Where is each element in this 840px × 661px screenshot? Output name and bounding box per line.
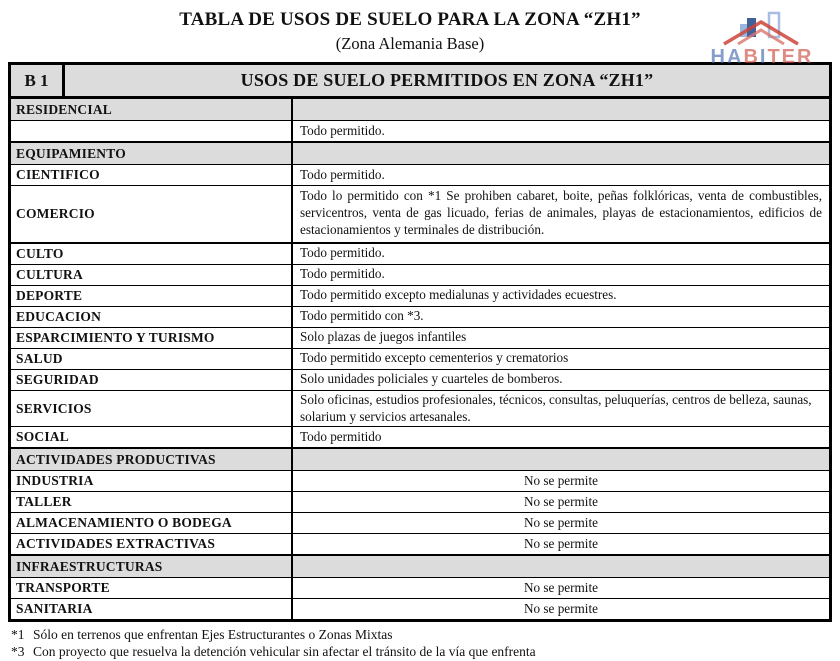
value-cell: No se permite (524, 494, 598, 509)
habiter-logo (688, 10, 836, 68)
category-cell: SEGURIDAD (11, 370, 293, 390)
section-row (11, 554, 829, 577)
category-cell: SOCIAL (11, 427, 293, 447)
value-cell (293, 449, 829, 470)
land-use-table (8, 62, 832, 622)
table-row (11, 164, 829, 185)
category-cell: EQUIPAMIENTO (11, 143, 293, 164)
table-row (11, 306, 829, 327)
logo-letter: B (743, 46, 760, 68)
table-row (11, 390, 829, 427)
footnotes (11, 627, 832, 660)
value-cell: Solo plazas de juegos infantiles (300, 329, 467, 345)
value-cell: No se permite (524, 473, 598, 488)
category-cell: EDUCACION (11, 307, 293, 327)
value-cell: No se permite (524, 601, 598, 616)
table-row (11, 327, 829, 348)
logo-letter: R (797, 46, 814, 68)
value-cell (293, 99, 829, 120)
section-row (11, 99, 829, 120)
value-cell: Todo permitido (300, 429, 382, 444)
logo-letter: T (767, 46, 782, 68)
category-cell: RESIDENCIAL (11, 99, 293, 120)
logo-letter: E (781, 46, 798, 68)
table-row (11, 426, 829, 447)
table-row (11, 470, 829, 491)
category-cell: CULTURA (11, 265, 293, 285)
table-row (11, 185, 829, 242)
value-cell: Todo permitido. (300, 166, 385, 182)
table-row (11, 242, 829, 264)
value-cell: Todo permitido. (300, 122, 385, 138)
value-cell: Todo permitido. (300, 245, 385, 261)
table-row (11, 598, 829, 619)
category-cell: COMERCIO (11, 186, 293, 242)
category-cell: SERVICIOS (11, 391, 293, 427)
table-row (11, 348, 829, 369)
logo-wordmark (688, 46, 836, 69)
category-cell: SALUD (11, 349, 293, 369)
value-cell: No se permite (524, 515, 598, 530)
logo-letter: H (710, 46, 727, 68)
category-cell: SANITARIA (11, 599, 293, 619)
value-cell: Solo unidades policiales y cuarteles de bomberos. (300, 371, 563, 387)
value-cell (293, 556, 829, 577)
value-cell: Todo permitido excepto cementerios y crematorios (300, 350, 569, 366)
section-row (11, 447, 829, 470)
table-header-title: USOS DE SUELO PERMITIDOS EN ZONA “ZH1” (240, 70, 654, 90)
table-row (11, 120, 829, 141)
table-row (11, 491, 829, 512)
category-cell: INFRAESTRUCTURAS (11, 556, 293, 577)
content-area (8, 62, 832, 661)
category-cell: TRANSPORTE (11, 578, 293, 598)
logo-letter: I (759, 46, 768, 68)
value-cell: Solo oficinas, estudios profesionales, técnicos, consultas, peluquerías, centros de belleza, saunas, solarium y servicios artesanales. (300, 391, 812, 424)
value-cell: No se permite (524, 536, 598, 551)
table-row (11, 264, 829, 285)
section-row (11, 141, 829, 164)
table-row (11, 512, 829, 533)
footnote-text: Con proyecto que resuelva la detención vehicular sin afectar el tránsito de la vía que enfrenta (33, 644, 536, 660)
value-cell (293, 143, 829, 164)
category-cell: CIENTIFICO (11, 165, 293, 185)
category-cell: ACTIVIDADES EXTRACTIVAS (11, 534, 293, 554)
table-row (11, 533, 829, 554)
value-cell: Todo permitido con *3. (300, 308, 424, 324)
category-cell: ACTIVIDADES PRODUCTIVAS (11, 449, 293, 470)
table-header-row (11, 65, 829, 99)
page-subtitle: (Zona Alemania Base) (335, 34, 485, 53)
table-body (11, 99, 829, 619)
footnote-marker: *3 (11, 644, 25, 660)
category-cell: DEPORTE (11, 286, 293, 306)
category-cell: CULTO (11, 244, 293, 264)
table-row (11, 577, 829, 598)
category-cell (11, 121, 293, 141)
table-row (11, 285, 829, 306)
value-cell: Todo permitido excepto medialunas y actividades ecuestres. (300, 287, 617, 303)
value-cell: Todo permitido. (300, 266, 385, 282)
category-cell: INDUSTRIA (11, 471, 293, 491)
category-cell: TALLER (11, 492, 293, 512)
footnote-marker: *1 (11, 627, 25, 643)
category-cell: ESPARCIMIENTO Y TURISMO (11, 328, 293, 348)
page-title: TABLA DE USOS DE SUELO PARA LA ZONA “ZH1” (179, 9, 641, 30)
footnote-line (11, 644, 832, 660)
logo-letter: A (726, 46, 744, 68)
footnote-text: Sólo en terrenos que enfrentan Ejes Estructurantes o Zonas Mixtas (33, 627, 393, 643)
category-cell: ALMACENAMIENTO O BODEGA (11, 513, 293, 533)
zone-code-cell: B 1 (11, 65, 65, 96)
value-cell: No se permite (524, 580, 598, 595)
value-cell: Todo lo permitido con *1 Se prohiben cabaret, boite, peñas folklóricas, venta de combustibles, servicentros, venta de gas licuado, ferias de animales, playas de estacionamientos, edificios de estacionamientos y terminales de distribución. (300, 188, 822, 237)
table-row (11, 369, 829, 390)
buildings-roof-icon (688, 10, 836, 50)
